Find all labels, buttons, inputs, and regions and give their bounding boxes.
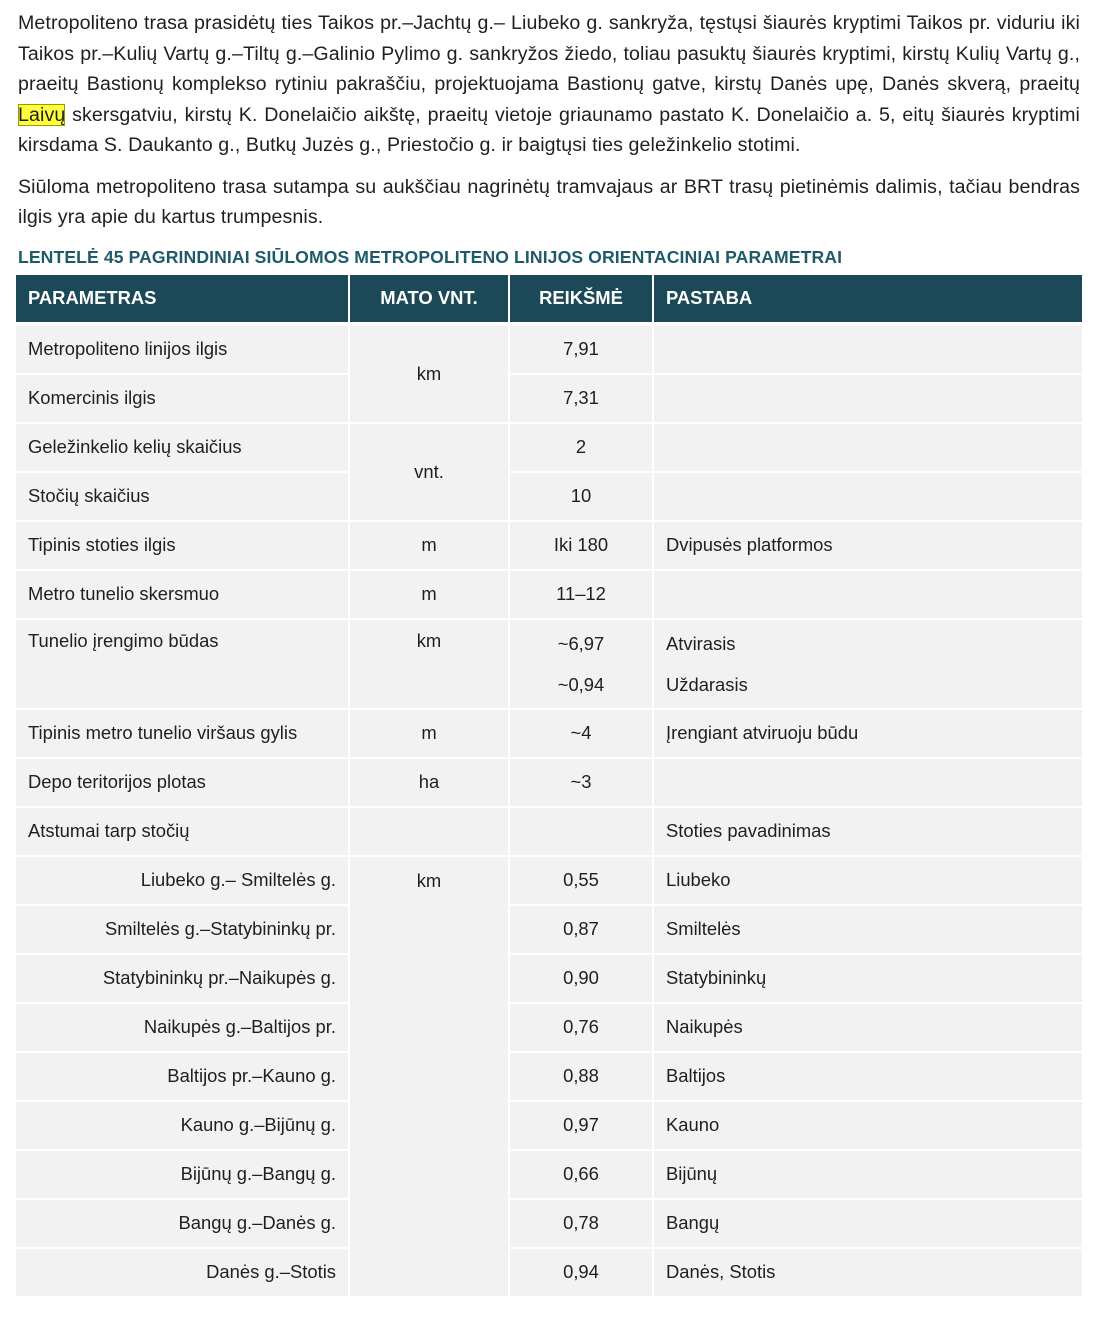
param-cell: Geležinkelio kelių skaičius	[16, 423, 349, 472]
segment-cell: Baltijos pr.–Kauno g.	[16, 1052, 349, 1101]
note-cell	[653, 472, 1082, 521]
distance-row	[16, 1199, 1082, 1248]
table-row	[16, 324, 1082, 374]
station-cell: Kauno	[653, 1101, 1082, 1150]
value-line: ~6,97	[557, 632, 605, 654]
value-cell: 11–12	[509, 570, 653, 619]
distance-value-cell: 0,66	[509, 1150, 653, 1199]
station-cell: Bangų	[653, 1199, 1082, 1248]
paragraph-route-description	[18, 0, 1080, 161]
param-cell: Tipinis metro tunelio viršaus gylis	[16, 709, 349, 758]
note-cell	[653, 758, 1082, 807]
station-cell: Bijūnų	[653, 1150, 1082, 1199]
value-cell: 7,31	[509, 374, 653, 423]
distance-value-cell: 0,90	[509, 954, 653, 1003]
note-cell	[653, 374, 1082, 423]
param-cell: Metropoliteno linijos ilgis	[16, 324, 349, 374]
distance-value-cell: 0,87	[509, 905, 653, 954]
table-row	[16, 758, 1082, 807]
segment-cell: Naikupės g.–Baltijos pr.	[16, 1003, 349, 1052]
unit-cell: km	[349, 619, 509, 709]
distance-value-cell: 0,94	[509, 1248, 653, 1297]
station-cell: Statybininkų	[653, 954, 1082, 1003]
distance-value-cell: 0,78	[509, 1199, 653, 1248]
param-cell: Tunelio įrengimo būdas	[16, 619, 349, 709]
header-unit: MATO VNT.	[349, 275, 509, 324]
unit-cell: m	[349, 570, 509, 619]
header-parameter: PARAMETRAS	[16, 275, 349, 324]
note-cell	[653, 423, 1082, 472]
note-line: Atvirasis	[666, 632, 736, 654]
value-cell: 7,91	[509, 324, 653, 374]
segment-cell: Bijūnų g.–Bangų g.	[16, 1150, 349, 1199]
unit-cell: m	[349, 709, 509, 758]
note-cell: Įrengiant atviruoju būdu	[653, 709, 1082, 758]
table-row	[16, 521, 1082, 570]
distance-row	[16, 1052, 1082, 1101]
station-cell: Liubeko	[653, 856, 1082, 905]
segment-cell: Liubeko g.– Smiltelės g.	[16, 856, 349, 905]
distance-row	[16, 1248, 1082, 1297]
value-cell	[509, 619, 653, 709]
table-row	[16, 374, 1082, 423]
table-row	[16, 423, 1082, 472]
distance-value-cell: 0,55	[509, 856, 653, 905]
distance-value-cell: 0,76	[509, 1003, 653, 1052]
param-cell: Metro tunelio skersmuo	[16, 570, 349, 619]
value-cell: Iki 180	[509, 521, 653, 570]
param-cell: Atstumai tarp stočių	[16, 807, 349, 856]
distance-value-cell: 0,88	[509, 1052, 653, 1101]
distance-row	[16, 954, 1082, 1003]
station-cell: Danės, Stotis	[653, 1248, 1082, 1297]
distance-row	[16, 1101, 1082, 1150]
distance-unit-cell: km	[349, 856, 509, 1297]
header-value: REIKŠMĖ	[509, 275, 653, 324]
param-cell: Stočių skaičius	[16, 472, 349, 521]
table-row	[16, 807, 1082, 856]
parameters-table	[16, 275, 1082, 1298]
unit-cell: ha	[349, 758, 509, 807]
distance-row	[16, 1150, 1082, 1199]
distance-value-cell: 0,97	[509, 1101, 653, 1150]
value-line: ~0,94	[557, 673, 605, 695]
note-cell	[653, 570, 1082, 619]
table-caption: LENTELĖ 45 PAGRINDINIAI SIŪLOMOS METROPOLITENO LINIJOS ORIENTACINIAI PARAMETRAI	[18, 246, 843, 267]
header-note: PASTABA	[653, 275, 1082, 324]
value-cell: ~3	[509, 758, 653, 807]
segment-cell: Smiltelės g.–Statybininkų pr.	[16, 905, 349, 954]
unit-cell: m	[349, 521, 509, 570]
note-cell	[653, 619, 1082, 709]
segment-cell: Danės g.–Stotis	[16, 1248, 349, 1297]
paragraph-text-end: skersgatviu, kirstų K. Donelaičio aikštę, praeitų vietoje griaunamo pastato K. Donelaičio a. 5, eitų šiaurės kryptimi kirsdama S. Daukanto g., Butkų Juzės g., Priestočio g. ir baigtųsi ties geležinkelio stotimi.	[18, 103, 1080, 156]
param-cell: Depo teritorijos plotas	[16, 758, 349, 807]
table-header-row	[16, 275, 1082, 324]
unit-cell: vnt.	[349, 423, 509, 521]
unit-cell: km	[349, 324, 509, 423]
table-row	[16, 709, 1082, 758]
table-row	[16, 619, 1082, 709]
paragraph-comparison: Siūloma metropoliteno trasa sutampa su aukščiau nagrinėtų tramvajaus ar BRT trasų pietinėmis dalimis, tačiau bendras ilgis yra apie du kartus trumpesnis.	[18, 175, 1080, 228]
note-cell: Dvipusės platformos	[653, 521, 1082, 570]
param-cell: Tipinis stoties ilgis	[16, 521, 349, 570]
station-cell: Baltijos	[653, 1052, 1082, 1101]
paragraph-text-start: Metropoliteno trasa prasidėtų ties Taikos pr.–Jachtų g.– Liubeko g. sankryža, tęstųsi šiaurės kryptimi Taikos pr. viduriu iki Taikos pr.–Kulių Vartų g.–Tiltų g.–Galinio Pylimo g. sankryžos žiedo, toliau pasuktų šiaurės kryptimi, kirstų Kulių Vartų g., praeitų Bastionų komplekso rytiniu pakraščiu, projektuojama Bastionų gatve, kirstų Danės upę, Danės skverą, praeitų	[18, 12, 1080, 95]
segment-cell: Kauno g.–Bijūnų g.	[16, 1101, 349, 1150]
distance-row	[16, 1003, 1082, 1052]
value-cell: ~4	[509, 709, 653, 758]
value-cell	[509, 807, 653, 856]
table-row	[16, 570, 1082, 619]
unit-cell	[349, 807, 509, 856]
param-cell: Komercinis ilgis	[16, 374, 349, 423]
value-cell: 10	[509, 472, 653, 521]
station-cell: Smiltelės	[653, 905, 1082, 954]
distance-row	[16, 856, 1082, 905]
highlighted-word: Laivų	[18, 103, 66, 126]
segment-cell: Bangų g.–Danės g.	[16, 1199, 349, 1248]
table-row	[16, 472, 1082, 521]
note-cell	[653, 324, 1082, 374]
note-line: Uždarasis	[666, 673, 748, 695]
station-cell: Naikupės	[653, 1003, 1082, 1052]
note-cell: Stoties pavadinimas	[653, 807, 1082, 856]
segment-cell: Statybininkų pr.–Naikupės g.	[16, 954, 349, 1003]
value-cell: 2	[509, 423, 653, 472]
distance-row	[16, 905, 1082, 954]
